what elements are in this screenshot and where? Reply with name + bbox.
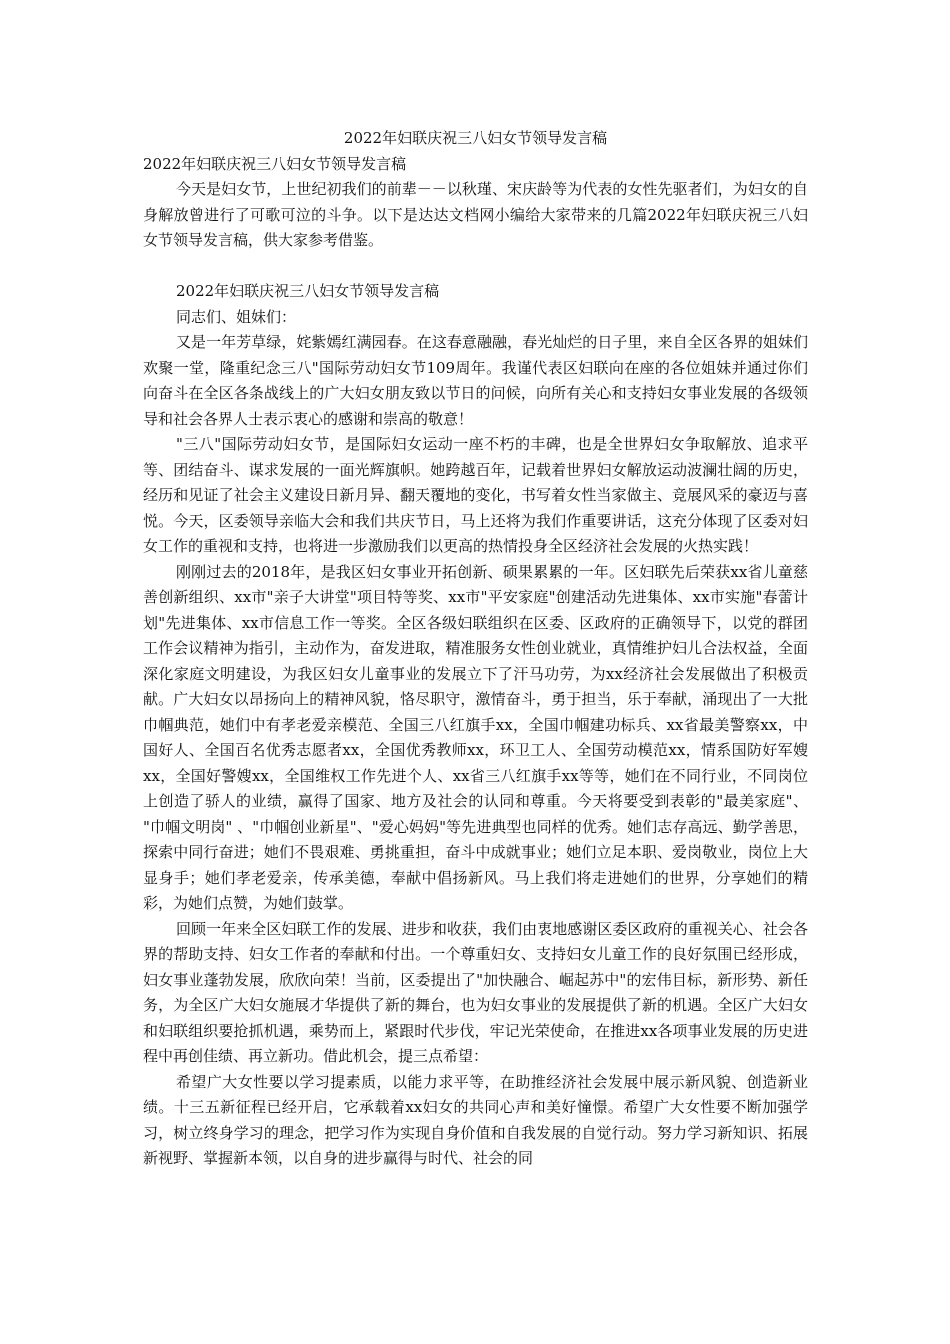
intro-paragraph: 今天是妇女节，上世纪初我们的前辈－－以秋瑾、宋庆龄等为代表的女性先驱者们，为妇女的自身解放曾进行了可歌可泣的斗争。以下是达达文档网小编给大家带来的几篇2022年妇联庆祝三八妇女节领导发言稿，供大家参考借鉴。 <box>143 180 808 249</box>
body-paragraph: 希望广大女性要以学习提素质，以能力求平等，在助推经济社会发展中展示新风貌、创造新业绩。十三五新征程已经开启，它承载着xx妇女的共同心声和美好憧憬。希望广大女性要不断加强学习，树立终身学习的理念，把学习作为实现自身价值和自我发展的自觉行动。努力学习新知识、拓展新视野、掌握新本领，以自身的进步赢得与时代、社会的同 <box>143 1072 808 1167</box>
blank-line <box>143 254 808 280</box>
document-heading: 2022年妇联庆祝三八妇女节领导发言稿 <box>143 154 407 173</box>
body-paragraph: 刚刚过去的2018年，是我区妇女事业开拓创新、硕果累累的一年。区妇联先后荣获xx省儿童慈善创新组织、xx市"亲子大讲堂"项目特等奖、xx市"平安家庭"创建活动先进集体、xx市实施"春蕾计划"先进集体、xx市信息工作一等奖。全区各级妇联组织在区委、区政府的正确领导下，以党的群团工作会议精神为指引，主动作为，奋发进取，精准服务女性创业就业，真情维护妇儿合法权益，全面深化家庭文明建设，为我区妇女儿童事业的发展立下了汗马功劳，为xx经济社会发展做出了积极贡献。广大妇女以昂扬向上的精神风貌，恪尽职守，激情奋斗，勇于担当，乐于奉献，涌现出了一大批巾帼典范，她们中有孝老爱亲模范、全国三八红旗手xx，全国巾帼建功标兵、xx省最美警察xx，中国好人、全国百名优秀志愿者xx，全国优秀教师xx，环卫工人、全国劳动模范xx，情系国防好军嫂xx，全国好警嫂xx，全国维权工作先进个人、xx省三八红旗手xx等等，她们在不同行业，不同岗位上创造了骄人的业绩，赢得了国家、地方及社会的认同和尊重。今天将要受到表彰的"最美家庭"、 "巾帼文明岗" 、"巾帼创业新星"、"爱心妈妈"等先进典型也同样的优秀。她们志存高远、勤学善思，探索中同行奋进；她们不畏艰难、勇挑重担，奋斗中成就事业；她们立足本职、爱岗敬业，岗位上大显身手；她们孝老爱亲，传承美德，奉献中倡扬新风。马上我们将走进她们的世界，分享她们的精彩，为她们点赞，为她们鼓掌。 <box>143 562 808 912</box>
body-paragraph: 又是一年芳草绿，姹紫嫣红满园春。在这春意融融，春光灿烂的日子里，来自全区各界的姐妹们欢聚一堂，隆重纪念三八"国际劳动妇女节109周年。我谨代表区妇联向在座的各位姐妹并通过你们向奋斗在全区各条战线上的广大妇女朋友致以节日的问候，向所有关心和支持妇女事业发展的各级领导和社会各界人士表示衷心的感谢和崇高的敬意！ <box>143 333 808 428</box>
body-paragraph: "三八"国际劳动妇女节，是国际妇女运动一座不朽的丰碑，也是全世界妇女争取解放、追求平等、团结奋斗、谋求发展的一面光辉旗帜。她跨越百年，记载着世界妇女解放运动波澜壮阔的历史，经历和见证了社会主义建设日新月异、翻天覆地的变化，书写着女性当家做主、竞展风采的豪迈与喜悦。今天，区委领导亲临大会和我们共庆节日，马上还将为我们作重要讲话，这充分体现了区委对妇女工作的重视和支持，也将进一步激励我们以更高的热情投身全区经济社会发展的火热实践！ <box>143 435 808 555</box>
body-paragraph: 回顾一年来全区妇联工作的发展、进步和收获，我们由衷地感谢区委区政府的重视关心、社会各界的帮助支持、妇女工作者的奉献和付出。一个尊重妇女、支持妇女儿童工作的良好氛围已经形成，妇女事业蓬勃发展，欣欣向荣！当前，区委提出了"加快融合、崛起苏中"的宏伟目标，新形势、新任务，为全区广大妇女施展才华提供了新的舞台，也为妇女事业的发展提供了新的机遇。全区广大妇女和妇联组织要抢抓机遇，乘势而上，紧跟时代步伐，牢记光荣使命，在推进xx各项事业发展的历史进程中再创佳绩、再立新功。借此机会，提三点希望： <box>143 919 808 1065</box>
document-title: 2022年妇联庆祝三八妇女节领导发言稿 <box>343 129 608 147</box>
speech-title: 2022年妇联庆祝三八妇女节领导发言稿 <box>176 282 440 300</box>
salutation: 同志们、姐妹们： <box>176 307 297 326</box>
document-body <box>143 126 808 1172</box>
